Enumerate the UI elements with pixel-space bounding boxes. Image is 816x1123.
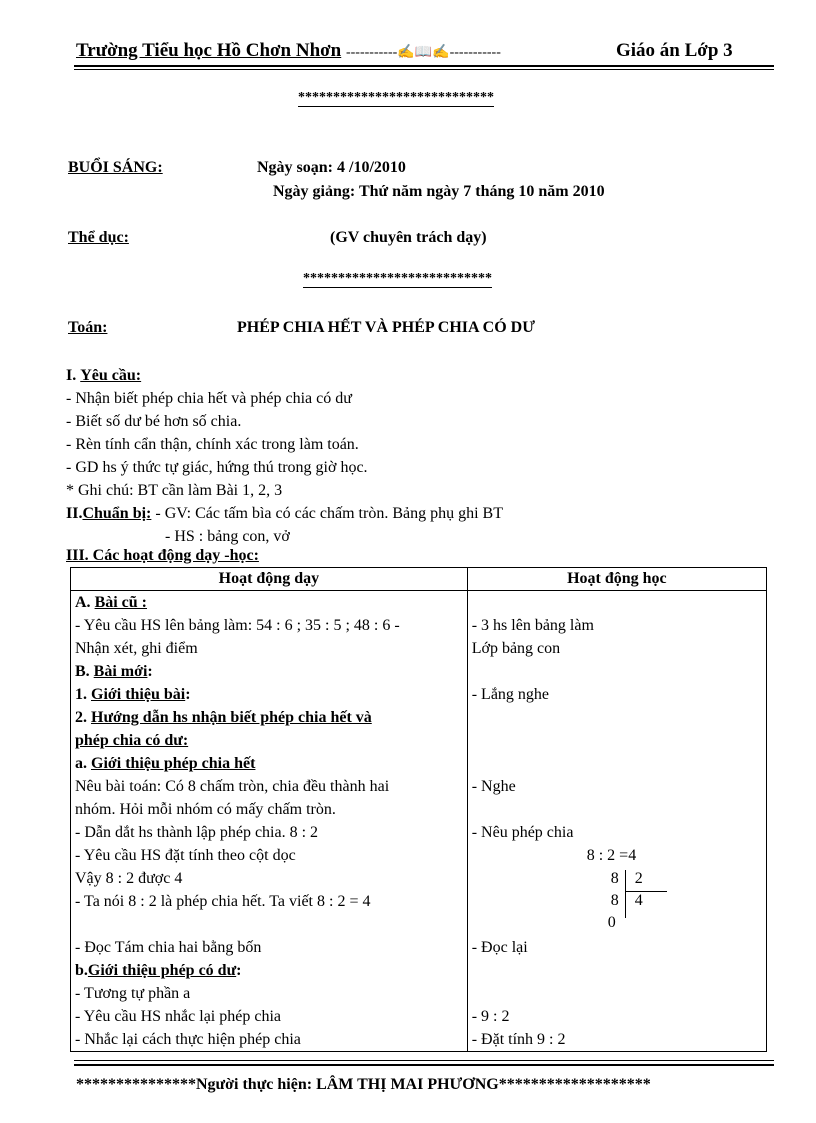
teacher-line	[75, 706, 463, 729]
prep-hs: - HS : bảng con, vở	[165, 528, 290, 545]
teacher-line-tail: :	[185, 686, 191, 703]
teacher-line	[75, 844, 463, 867]
teacher-line	[75, 683, 463, 706]
lesson-title: PHÉP CHIA HẾT VÀ PHÉP CHIA CÓ DƯ	[237, 319, 535, 336]
pe-note: (GV chuyên trách dạy)	[330, 229, 487, 246]
footer-rule-top	[74, 1060, 774, 1061]
teacher-line-tail: :	[236, 962, 242, 979]
requirement-item: - Biết số dư bé hơn số chia.	[66, 413, 242, 430]
student-line: - Đọc lại	[471, 939, 528, 956]
footer	[76, 1076, 651, 1094]
teacher-line	[75, 959, 463, 982]
teacher-line-text: - Yêu cầu HS lên bảng làm: 54 : 6 ; 35 : 5 ; 48 : 6 -	[75, 617, 400, 634]
teacher-line-heading: Giới thiệu bài	[91, 686, 186, 703]
teacher-line-text: - Đọc Tám chia hai bằng bốn	[75, 939, 262, 956]
requirement-item: - Rèn tính cẩn thận, chính xác trong làm toán.	[66, 436, 359, 453]
teacher-line-heading: Bài mới	[93, 663, 148, 680]
teacher-line	[75, 775, 463, 798]
teacher-line-heading: Giới thiệu phép có dư	[87, 962, 237, 979]
student-line	[472, 798, 762, 821]
teacher-line	[75, 936, 463, 959]
teacher-line-text: 2.	[75, 709, 91, 726]
requirements-num: I.	[66, 367, 77, 384]
prep-date: Ngày soạn: 4 /10/2010	[257, 159, 406, 176]
teacher-line-text: nhóm. Hỏi mỗi nhóm có mấy chấm tròn.	[75, 801, 336, 818]
separator-stars-2: ***************************	[303, 271, 492, 286]
student-line	[472, 982, 762, 1005]
teacher-line-text: A.	[75, 594, 95, 611]
teacher-line-text: - Tương tự phần a	[75, 985, 191, 1002]
division-dividend: 8	[610, 870, 619, 887]
requirements-heading: Yêu cầu:	[80, 367, 142, 384]
teacher-line	[75, 752, 463, 775]
student-line	[472, 660, 762, 683]
prep-gv: - GV: Các tấm bìa có các chấm tròn. Bảng phụ ghi BT	[151, 505, 503, 522]
student-line: - Lắng nghe	[471, 686, 550, 703]
teacher-line-text: - Ta nói 8 : 2 là phép chia hết. Ta viết 8 : 2 = 4	[75, 893, 371, 910]
school-name: Trường Tiểu học Hồ Chơn Nhơn	[76, 40, 342, 61]
student-line: - 3 hs lên bảng làm	[471, 617, 594, 634]
division-horizontal-bar	[625, 891, 667, 892]
teacher-line-text: b.	[75, 962, 88, 979]
student-line	[472, 752, 762, 775]
teacher-line	[75, 867, 463, 890]
teacher-line	[75, 729, 463, 752]
division-quotient: 4	[634, 892, 643, 909]
teacher-line-heading: phép chia có dư:	[75, 732, 189, 749]
student-line	[472, 959, 762, 982]
teach-date: Ngày giảng: Thứ năm ngày 7 tháng 10 năm 2010	[273, 183, 605, 200]
separator-stars: ****************************	[298, 90, 494, 105]
col-teacher-header: Hoạt động dạy	[71, 568, 468, 591]
header-grade: Giáo án Lớp 3	[616, 40, 733, 61]
requirement-note: * Ghi chú: BT cần làm Bài 1, 2, 3	[66, 482, 283, 499]
teacher-line	[75, 890, 463, 913]
division-equation: 8 : 2 =4	[586, 847, 637, 864]
teacher-line-text: B.	[75, 663, 94, 680]
footer-stars-left: ***************	[76, 1076, 196, 1093]
student-line: - Đặt tính 9 : 2	[471, 1031, 566, 1048]
header-school	[76, 40, 501, 62]
teacher-line-text: a.	[75, 755, 91, 772]
student-line: - 9 : 2	[471, 1008, 510, 1025]
student-column	[467, 591, 766, 1052]
division-remainder: 0	[607, 914, 616, 931]
division-vertical-bar	[625, 870, 626, 918]
requirement-item: - GD hs ý thức tự giác, hứng thú trong giờ học.	[66, 459, 368, 476]
teacher-line	[75, 1005, 463, 1028]
teacher-line-heading: Giới thiệu phép chia hết	[91, 755, 256, 772]
prep-heading: Chuẩn bị:	[82, 505, 152, 522]
student-line	[472, 591, 762, 614]
teacher-line	[75, 591, 463, 614]
teacher-line	[75, 982, 463, 1005]
teacher-line-text: Vậy 8 : 2 được 4	[75, 870, 183, 887]
footer-author: Người thực hiện: LÂM THỊ MAI PHƯƠNG	[196, 1076, 499, 1093]
division-product: 8	[610, 892, 619, 909]
student-line: - Nêu phép chia	[471, 824, 574, 841]
header-rule-bottom	[74, 69, 774, 70]
footer-rule-bottom	[74, 1064, 774, 1066]
student-line	[472, 706, 762, 729]
teacher-line-text: Nhận xét, ghi điểm	[75, 640, 198, 657]
teacher-line	[75, 913, 463, 936]
header-dashes-left: -----------	[345, 45, 398, 60]
student-line	[472, 729, 762, 752]
student-line: - Nghe	[471, 778, 516, 795]
teacher-line	[75, 637, 463, 660]
header-dashes-right: -----------	[449, 45, 501, 60]
teacher-line	[75, 1028, 463, 1051]
teacher-line-text: Nêu bài toán: Có 8 chấm tròn, chia đều thành hai	[75, 778, 390, 795]
footer-stars-right: *******************	[498, 1076, 651, 1093]
activities-heading: III. Các hoạt động dạy -học:	[66, 547, 259, 564]
teacher-line	[75, 614, 463, 637]
teacher-line-text: 1.	[75, 686, 91, 703]
teacher-column	[71, 591, 468, 1052]
teacher-line	[75, 660, 463, 683]
teacher-line	[75, 798, 463, 821]
session-label: BUỔI SÁNG:	[68, 159, 163, 176]
long-division	[472, 844, 762, 936]
header-rule-top	[74, 65, 774, 67]
teacher-line-heading: Bài cũ :	[94, 594, 148, 611]
teacher-line-tail: :	[147, 663, 153, 680]
student-line: Lớp bảng con	[471, 640, 561, 657]
pe-label: Thể dục:	[68, 229, 129, 246]
book-ornament-icon: ✍📖✍	[397, 45, 450, 60]
division-divisor: 2	[634, 870, 643, 887]
teacher-line-text: - Yêu cầu HS đặt tính theo cột dọc	[75, 847, 296, 864]
math-label: Toán:	[68, 319, 108, 336]
activities-table	[70, 567, 767, 1052]
teacher-line-text: - Nhắc lại cách thực hiện phép chia	[75, 1031, 301, 1048]
teacher-line	[75, 821, 463, 844]
col-student-header: Hoạt động học	[467, 568, 766, 591]
requirement-item: - Nhận biết phép chia hết và phép chia có dư	[66, 390, 352, 407]
teacher-line-heading: Hướng dẫn hs nhận biết phép chia hết và	[91, 709, 372, 726]
requirements-section	[66, 364, 503, 548]
teacher-line-text: - Yêu cầu HS nhắc lại phép chia	[75, 1008, 281, 1025]
prep-num: II.	[66, 505, 83, 522]
teacher-line-text: - Dẫn dắt hs thành lập phép chia. 8 : 2	[75, 824, 319, 841]
